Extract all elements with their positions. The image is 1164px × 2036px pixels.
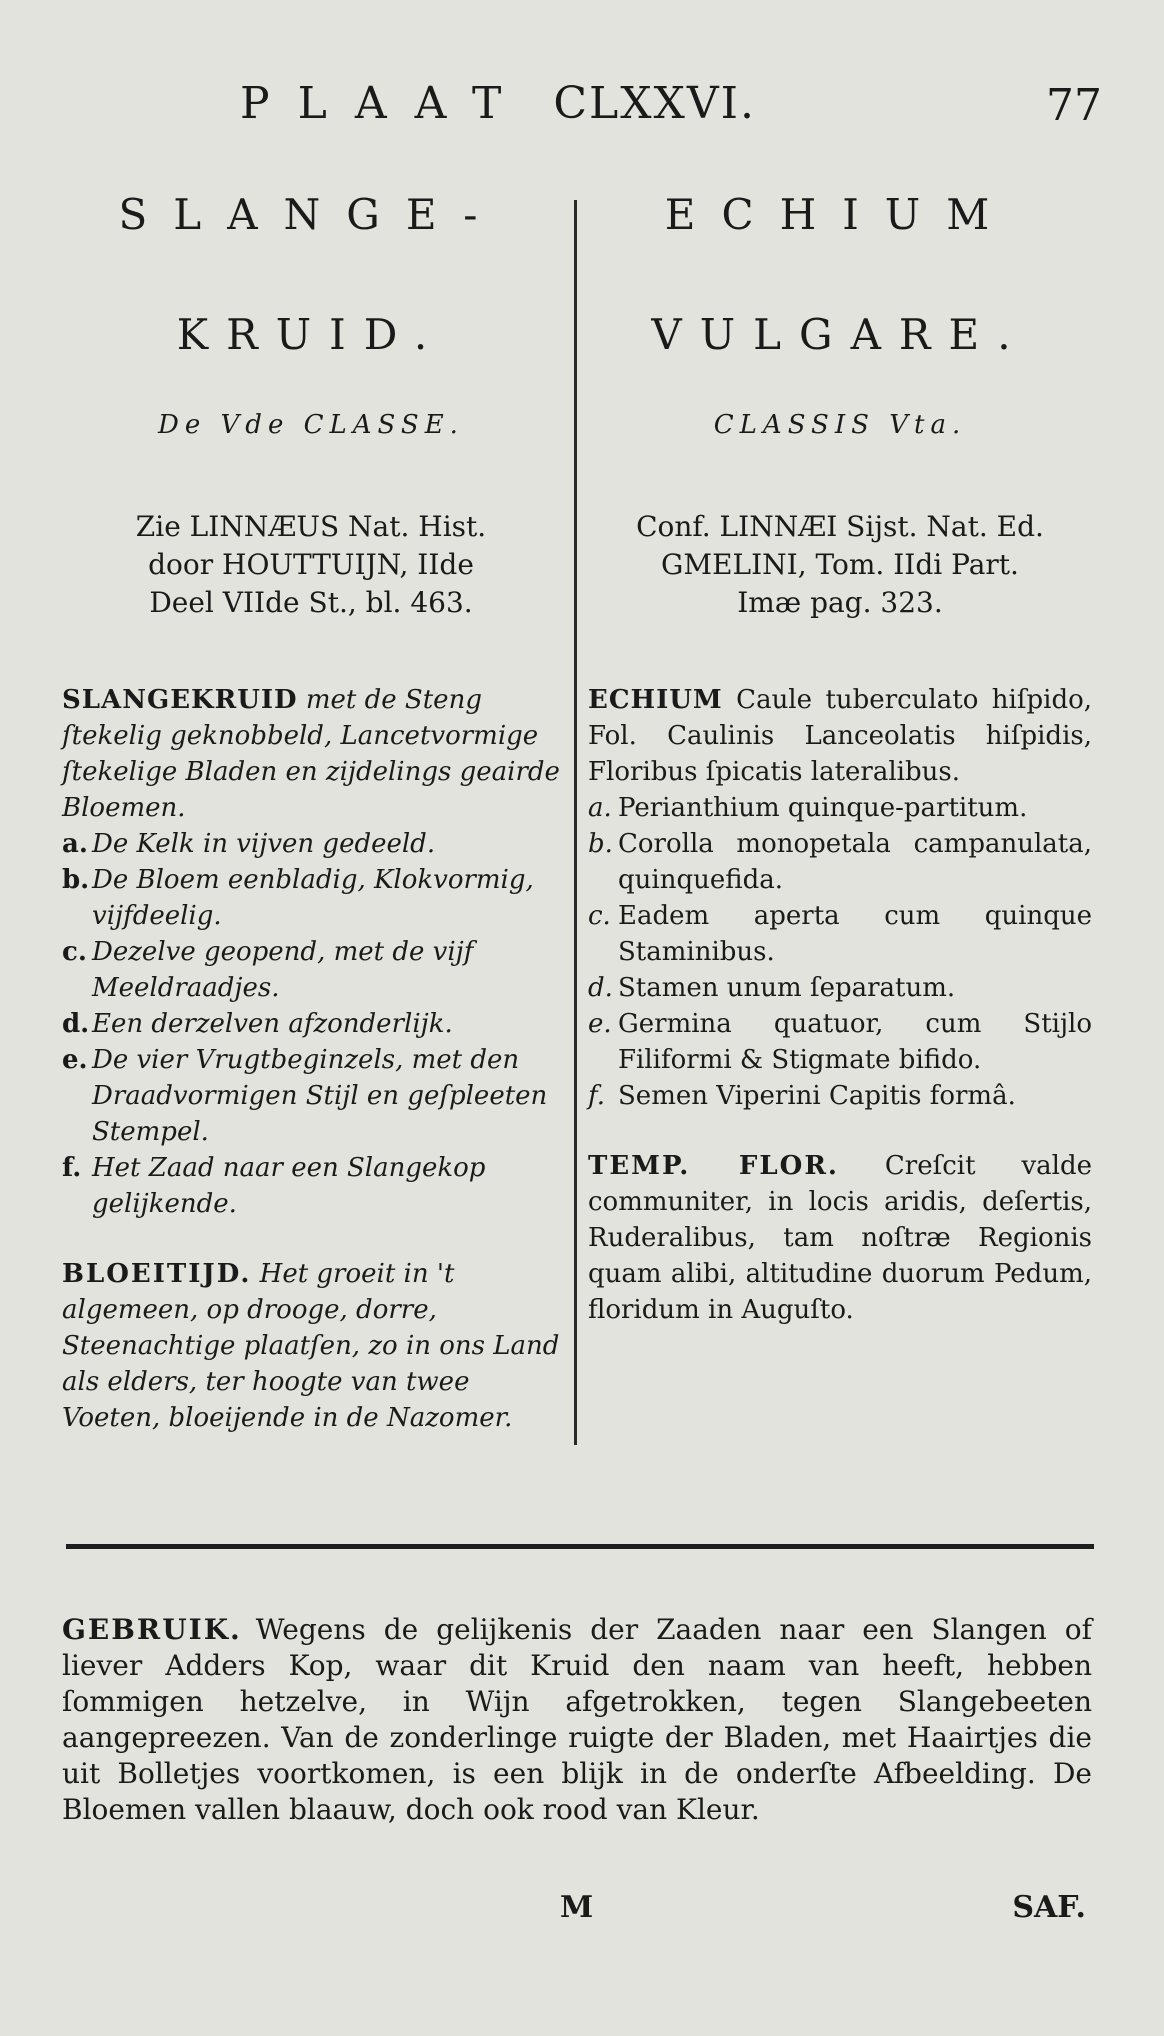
list-item xyxy=(62,1006,560,1042)
item-label: f. xyxy=(588,1081,605,1111)
item-text: De Kelk in vijven gedeeld. xyxy=(92,829,436,859)
item-text: Corolla monopetala campanulata, quinquefida. xyxy=(618,829,1092,895)
list-item xyxy=(62,862,560,934)
item-text: Het Zaad naar een Slangekop gelijkende. xyxy=(92,1153,486,1219)
dutch-intro xyxy=(62,682,560,826)
item-text: Semen Viperini Capitis formâ. xyxy=(618,1081,1016,1111)
plate-heading xyxy=(240,78,756,129)
list-item xyxy=(588,1078,1092,1114)
usage-lead: GEBRUIK. xyxy=(62,1613,242,1646)
latin-flowering xyxy=(588,1148,1092,1328)
latin-name-line1: ECHIUM xyxy=(664,190,1016,239)
latin-intro-text: Caule tuberculato hiſpido, Fol. Caulinis Lanceolatis hiſpidis, Floribus ſpicatis lateralibus. xyxy=(588,685,1093,787)
dutch-ref-line: door HOUTTUIJN, IIde xyxy=(148,548,474,581)
latin-flowering-text: Creſcit valde communiter, in locis aridis, deſertis, Ruderalibus, tam noſtræ Regionis quam alibi, altitudine duorum Pedum, floridum in Auguſto. xyxy=(588,1151,1092,1325)
dutch-ref-line: Zie LINNÆUS Nat. Hist. xyxy=(135,510,487,543)
item-text: Een derzelven afzonderlijk. xyxy=(92,1009,453,1039)
catchword: SAF. xyxy=(1012,1890,1086,1925)
list-item xyxy=(588,790,1092,826)
item-text: Eadem aperta cum quinque Staminibus. xyxy=(618,901,1092,967)
item-label: f. xyxy=(62,1153,82,1183)
latin-intro-lead: ECHIUM xyxy=(588,685,723,715)
item-label: b. xyxy=(62,865,90,895)
signature-mark: M xyxy=(560,1890,594,1925)
item-text: De vier Vrugtbeginzels, met den Draadvormigen Stijl en geſpleeten Stempel. xyxy=(92,1045,548,1147)
item-text: Dezelve geopend, met de vijf Meeldraadjes. xyxy=(92,937,474,1003)
item-label: d. xyxy=(588,973,613,1003)
list-item xyxy=(588,826,1092,898)
item-label: a. xyxy=(62,829,88,859)
list-item xyxy=(588,970,1092,1006)
dutch-flowering xyxy=(62,1256,560,1436)
list-item xyxy=(62,1150,560,1222)
latin-description xyxy=(588,682,1092,1114)
usage-text: Wegens de gelijkenis der Zaaden naar een Slangen of liever Adders Kop, waar dit Kruid den naam van heeft, hebben ſommigen hetzelve, in Wijn afgetrokken, tegen Slangebeeten aangepreezen. Van de zonderlinge ruigte der Bladen, met Haairtjes die uit Bolletjes voortkomen, is een blijk in de onderſte Afbeelding. De Bloemen vallen blaauw, doch ook rood van Kleur. xyxy=(62,1613,1092,1826)
list-item xyxy=(588,1006,1092,1078)
item-text: Stamen unum ſeparatum. xyxy=(618,973,956,1003)
dutch-class: De Vde CLASSE. xyxy=(158,410,464,440)
item-label: b. xyxy=(588,829,613,859)
item-text: Germina quatuor, cum Stijlo Filiformi & Stigmate bifido. xyxy=(618,1009,1092,1075)
dutch-name-line1: SLANGE- xyxy=(118,190,504,239)
item-text: Perianthium quinque-partitum. xyxy=(618,793,1028,823)
latin-name-line2: VULGARE. xyxy=(651,310,1029,359)
item-label: a. xyxy=(588,793,612,823)
page-number: 77 xyxy=(1046,80,1102,131)
list-item xyxy=(62,934,560,1006)
item-text: De Bloem eenbladig, Klokvormig, vijfdeelig. xyxy=(92,865,534,931)
dutch-intro-text: met de Steng ſtekelig geknobbeld, Lancetvormige ſtekelige Bladen en zijdelings geairde Bloemen. xyxy=(62,685,560,823)
latin-ref-line: Imæ pag. 323. xyxy=(737,586,943,619)
plate-number: CLXXVI. xyxy=(553,78,757,129)
item-label: c. xyxy=(588,901,611,931)
section-rule xyxy=(66,1544,1094,1549)
latin-flowering-lead: TEMP. FLOR. xyxy=(588,1151,839,1181)
list-item xyxy=(588,898,1092,970)
latin-intro xyxy=(588,682,1092,790)
dutch-intro-lead: SLANGEKRUID xyxy=(62,685,298,715)
latin-reference xyxy=(588,508,1092,622)
item-label: e. xyxy=(588,1009,612,1039)
dutch-reference xyxy=(62,508,560,622)
dutch-description xyxy=(62,682,560,1222)
list-item xyxy=(62,826,560,862)
latin-class: CLASSIS Vta. xyxy=(713,410,967,440)
dutch-flowering-text: Het groeit in 't algemeen, op drooge, dorre, Steenachtige plaatſen, zo in ons Land als elders, ter hoogte van twee Voeten, bloeijende in de Nazomer. xyxy=(62,1259,560,1433)
latin-ref-line: Conf. LINNÆI Sijst. Nat. Ed. xyxy=(636,510,1044,543)
item-label: c. xyxy=(62,937,87,967)
latin-ref-line: GMELINI, Tom. IIdi Part. xyxy=(661,548,1019,581)
usage-paragraph xyxy=(62,1612,1092,1828)
dutch-column xyxy=(62,190,560,1436)
latin-column xyxy=(588,190,1092,1328)
item-label: e. xyxy=(62,1045,88,1075)
dutch-ref-line: Deel VIIde St., bl. 463. xyxy=(149,586,473,619)
column-divider xyxy=(574,200,577,1445)
list-item xyxy=(62,1042,560,1150)
dutch-flowering-lead: BLOEITIJD. xyxy=(62,1259,252,1289)
item-label: d. xyxy=(62,1009,90,1039)
plate-word: PLAAT xyxy=(240,78,530,129)
dutch-name-line2: KRUID. xyxy=(176,310,446,359)
